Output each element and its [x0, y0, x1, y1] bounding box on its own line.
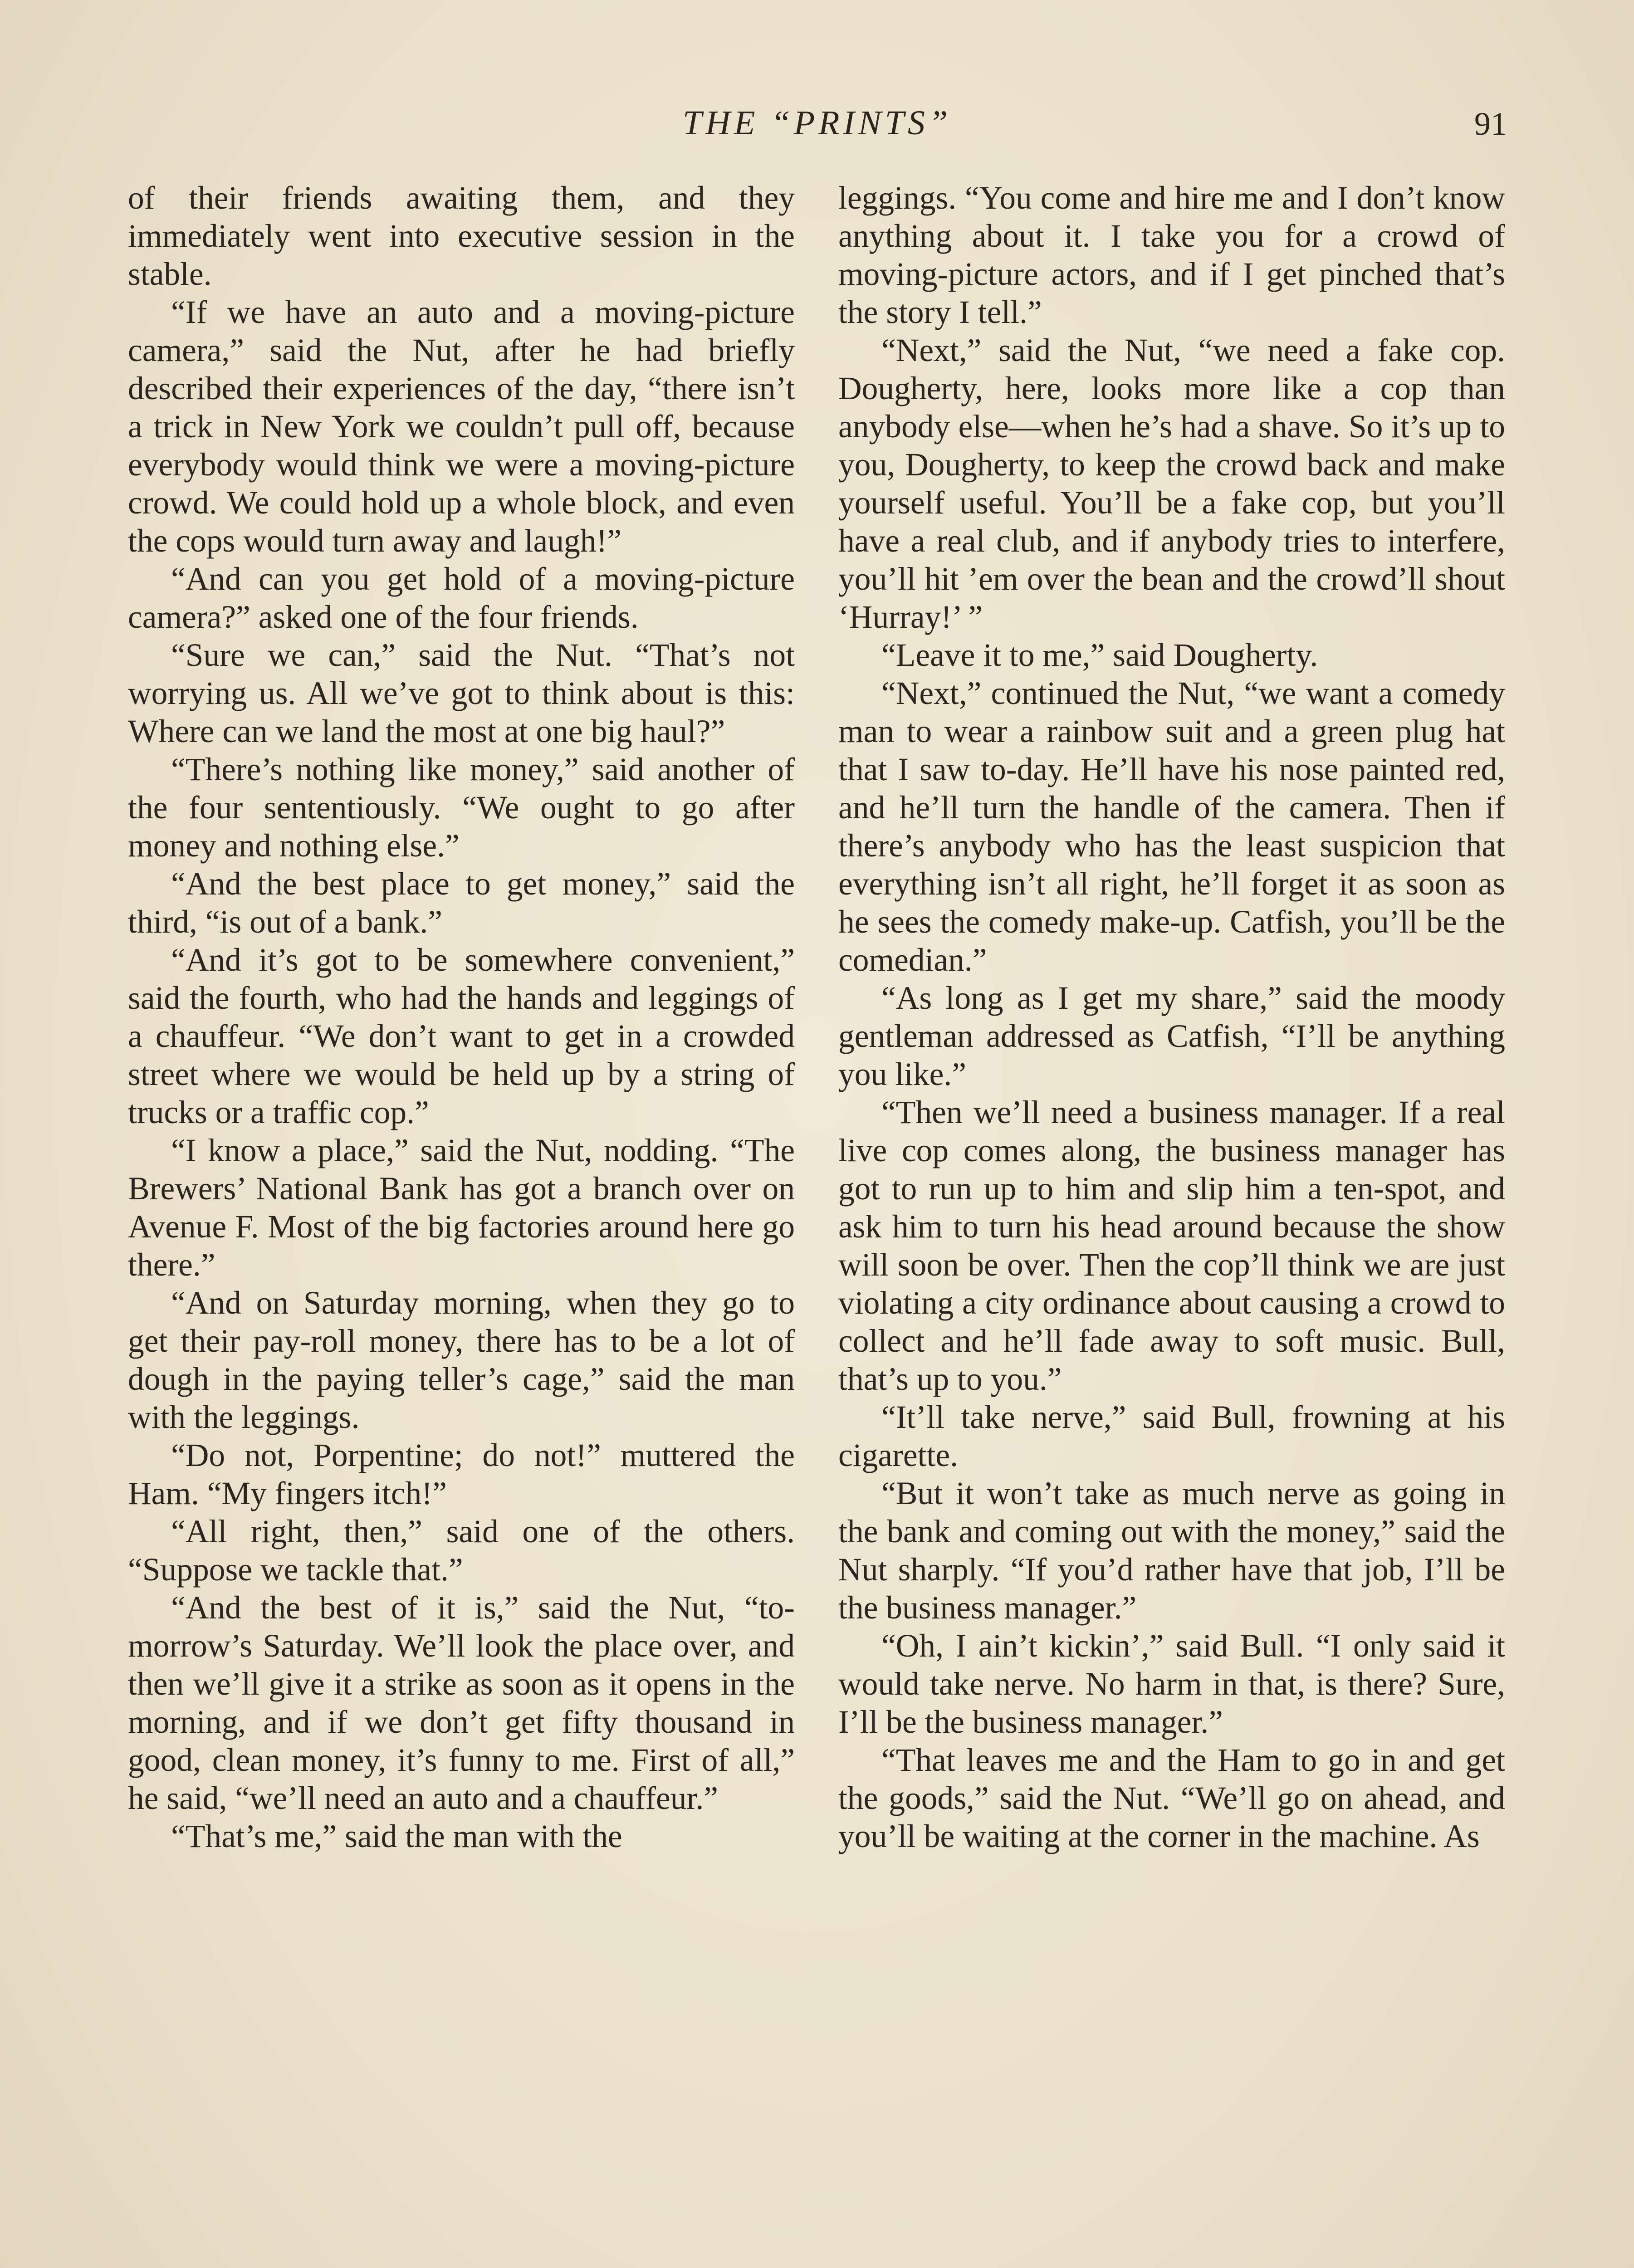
paragraph: “That’s me,” said the man with the [171, 1818, 622, 1854]
paragraph: “And can you get hold of a moving-picture camera?” asked one of the four friends. [128, 561, 795, 635]
paragraph: “Do not, Porpentine; do not!” muttered the Ham. “My fingers itch!” [128, 1437, 795, 1511]
running-head: THE “PRINTS” [682, 104, 952, 142]
paragraph: “And it’s got to be somewhere convenient,” said the fourth, who had the hands and leggings of a chauffeur. “We don’t want to get in a crowded street where we would be held up by a string of trucks or a traffic cop.” [128, 942, 795, 1130]
paragraph: “As long as I get my share,” said the moody gentleman addressed as Catfish, “I’ll be anything you like.” [838, 980, 1505, 1092]
paragraph: “If we have an auto and a moving-picture camera,” said the Nut, after he had briefly described their experiences of the day, “there isn’t a trick in New York we couldn’t pull off, because everybody would think we were a moving-picture crowd. We could hold up a whole block, and even the cops would turn away and laugh!” [128, 294, 795, 559]
right-column [838, 179, 1505, 1856]
paragraph: “And the best place to get money,” said the third, “is out of a bank.” [128, 866, 795, 940]
paragraph: “Next,” said the Nut, “we need a fake cop. Dougherty, here, looks more like a cop than anybody else—when he’s had a shave. So it’s up to you, Dougherty, to keep the crowd back and make yourself useful. You’ll be a fake cop, but you’ll have a real club, and if anybody tries to interfere, you’ll hit ’em over the bean and the crowd’ll shout ‘Hurray!’ ” [838, 332, 1505, 635]
paragraph: “I know a place,” said the Nut, nodding. “The Brewers’ National Bank has got a branch over on Avenue F. Most of the big factories around here go there.” [128, 1133, 795, 1283]
paragraph: “Oh, I ain’t kickin’,” said Bull. “I only said it would take nerve. No harm in that, is there? Sure, I’ll be the business manager.” [838, 1628, 1505, 1740]
paragraph: “All right, then,” said one of the others. “Suppose we tackle that.” [128, 1514, 795, 1588]
paragraph: “Leave it to me,” said Dougherty. [881, 637, 1318, 673]
paragraph: “That leaves me and the Ham to go in and get the goods,” said the Nut. “We’ll go on ahead, and you’ll be waiting at the corner in the machine. As [838, 1742, 1505, 1854]
paragraph: of their friends awaiting them, and they immediately went into executive session in the stable. [128, 180, 795, 292]
paragraph: “Next,” continued the Nut, “we want a comedy man to wear a rainbow suit and a green plug hat that I saw to-day. He’ll have his nose painted red, and he’ll turn the handle of the camera. Then if there’s anybody who has the least suspicion that everything isn’t all right, he’ll forget it as soon as he sees the comedy make-up. Catfish, you’ll be the comedian.” [838, 675, 1505, 978]
page-number: 91 [1474, 106, 1507, 142]
paragraph: “And on Saturday morning, when they go to get their pay-roll money, there has to be a lot of dough in the paying teller’s cage,” said the man with the leggings. [128, 1285, 795, 1435]
paragraph: “Then we’ll need a business manager. If a real live cop comes along, the business manager has got to run up to him and slip him a ten-spot, and ask him to turn his head around because the show will soon be over. Then the cop’ll think we are just violating a city ordinance about causing a crowd to collect and he’ll fade away to soft music. Bull, that’s up to you.” [838, 1095, 1505, 1397]
paragraph: leggings. “You come and hire me and I don’t know anything about it. I take you for a crowd of moving-picture actors, and if I get pinched that’s the story I tell.” [838, 180, 1505, 330]
paragraph: “Sure we can,” said the Nut. “That’s not worrying us. All we’ve got to think about is this: Where can we land the most at one big haul?” [128, 637, 795, 749]
paragraph: “And the best of it is,” said the Nut, “to-morrow’s Saturday. We’ll look the place over, and then we’ll give it a strike as soon as it opens in the morning, and if we don’t get fifty thousand in good, clean money, it’s funny to me. First of all,” he said, “we’ll need an auto and a chauffeur.” [128, 1590, 795, 1816]
paragraph: “It’ll take nerve,” said Bull, frowning at his cigarette. [838, 1399, 1505, 1473]
left-column [128, 179, 795, 1856]
paragraph: “There’s nothing like money,” said another of the four sententiously. “We ought to go after money and nothing else.” [128, 752, 795, 864]
page-header [127, 103, 1507, 153]
paragraph: “But it won’t take as much nerve as going in the bank and coming out with the money,” said the Nut sharply. “If you’d rather have that job, I’ll be the business manager.” [838, 1476, 1505, 1626]
